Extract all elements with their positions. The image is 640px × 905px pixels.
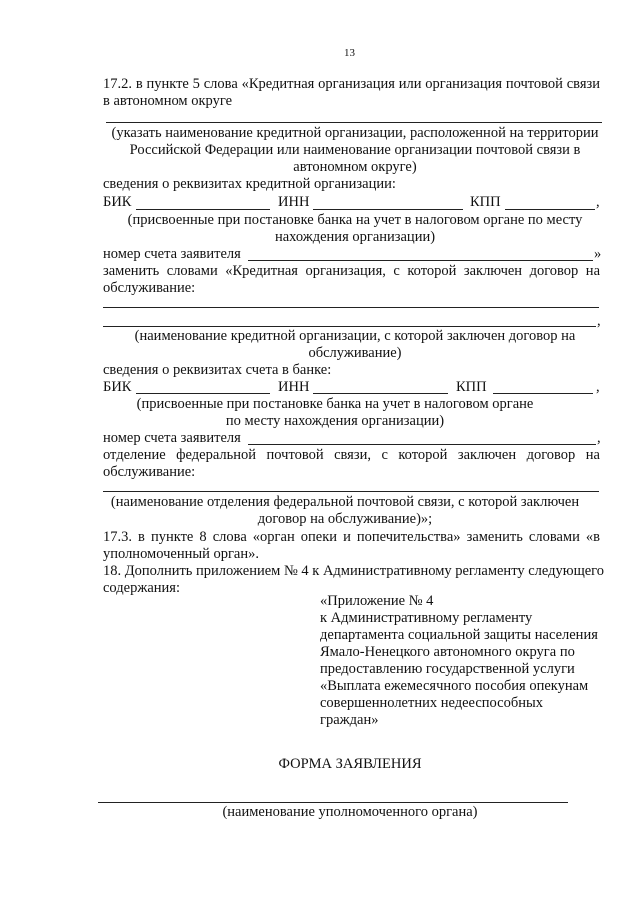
paragraph-18-line-2: содержания:	[103, 580, 181, 596]
bik-blank-2	[136, 393, 270, 394]
annex-line: Ямало-Ненецкого автономного округа по	[320, 644, 575, 660]
hint-credit-org-2: Российской Федерации или наименование организации почтовой связи в	[129, 142, 581, 158]
postal-line-2: обслуживание:	[103, 464, 196, 480]
hint-assigned-2: (присвоенные при постановке банка на учет в налоговом органе	[136, 396, 534, 412]
hint-contract-2: обслуживание)	[308, 345, 402, 361]
annex-line: «Приложение № 4	[320, 593, 434, 609]
bik-blank-1	[136, 209, 270, 210]
close-quote-1: »	[594, 246, 602, 262]
paragraph-17-3-line-1: 17.3. в пункте 8 слова «орган опеки и попечительства» заменить словами «в	[103, 529, 600, 545]
blank-line-contract-2	[103, 326, 596, 327]
page-number: 13	[344, 47, 355, 59]
authority-hint: (наименование уполномоченного органа)	[222, 804, 478, 820]
form-title: ФОРМА ЗАЯВЛЕНИЯ	[278, 756, 422, 772]
hint-assigned-2b: по месту нахождения организации)	[225, 413, 445, 429]
bik-label-2: БИК	[103, 379, 132, 395]
kpp-blank-1	[505, 209, 595, 210]
account-label-1: номер счета заявителя	[103, 246, 241, 262]
inn-label-2: ИНН	[278, 379, 310, 395]
comma-1: ,	[596, 194, 600, 210]
hint-credit-org-1: (указать наименование кредитной организации, расположенной на территории	[111, 125, 599, 141]
hint-postal-2: договор на обслуживание)»;	[257, 511, 433, 527]
replace-line-2: обслуживание:	[103, 280, 196, 296]
kpp-blank-2	[493, 393, 593, 394]
paragraph-18-line-1: 18. Дополнить приложением № 4 к Административному регламенту следующего	[103, 563, 605, 579]
paragraph-17-2-line-2: в автономном округе	[103, 93, 233, 109]
account-blank-1	[248, 260, 593, 261]
bik-label-1: БИК	[103, 194, 132, 210]
annex-line: совершеннолетних недееспособных	[320, 695, 543, 711]
blank-line-authority	[98, 802, 568, 803]
paragraph-17-3-line-2: уполномоченный орган».	[103, 546, 259, 562]
comma-3: ,	[596, 379, 600, 395]
bank-details-label-2: сведения о реквизитах счета в банке:	[103, 362, 332, 378]
hint-credit-org-3: автономном округе)	[293, 159, 417, 175]
hint-assigned-1b: нахождения организации)	[274, 229, 436, 245]
hint-postal-1: (наименование отделения федеральной почтовой связи, с которой заключен	[110, 494, 580, 510]
annex-line: департамента социальной защиты населения	[320, 627, 598, 643]
kpp-label-1: КПП	[470, 194, 501, 210]
annex-line: «Выплата ежемесячного пособия опекунам	[320, 678, 589, 694]
blank-line-credit-org	[106, 122, 602, 123]
hint-contract-1: (наименование кредитной организации, с которой заключен договор на	[134, 328, 576, 344]
inn-label-1: ИНН	[278, 194, 310, 210]
blank-line-postal	[103, 491, 599, 492]
account-label-2: номер счета заявителя	[103, 430, 241, 446]
blank-line-contract-1	[103, 307, 599, 308]
bank-details-label-1: сведения о реквизитах кредитной организации:	[103, 176, 396, 192]
annex-line: граждан»	[320, 712, 379, 728]
paragraph-17-2-line-1: 17.2. в пункте 5 слова «Кредитная организация или организация почтовой связи	[103, 76, 600, 92]
comma-4: ,	[597, 430, 601, 446]
replace-line-1: заменить словами «Кредитная организация, с которой заключен договор на	[103, 263, 600, 279]
inn-blank-1	[313, 209, 463, 210]
annex-line: к Административному регламенту	[320, 610, 533, 626]
account-blank-2	[248, 444, 596, 445]
kpp-label-2: КПП	[456, 379, 487, 395]
comma-2: ,	[597, 313, 601, 329]
inn-blank-2	[313, 393, 448, 394]
postal-line-1: отделение федеральной почтовой связи, с которой заключен договор на	[103, 447, 600, 463]
annex-line: предоставлению государственной услуги	[320, 661, 575, 677]
hint-assigned-1: (присвоенные при постановке банка на учет в налоговом органе по месту	[127, 212, 583, 228]
